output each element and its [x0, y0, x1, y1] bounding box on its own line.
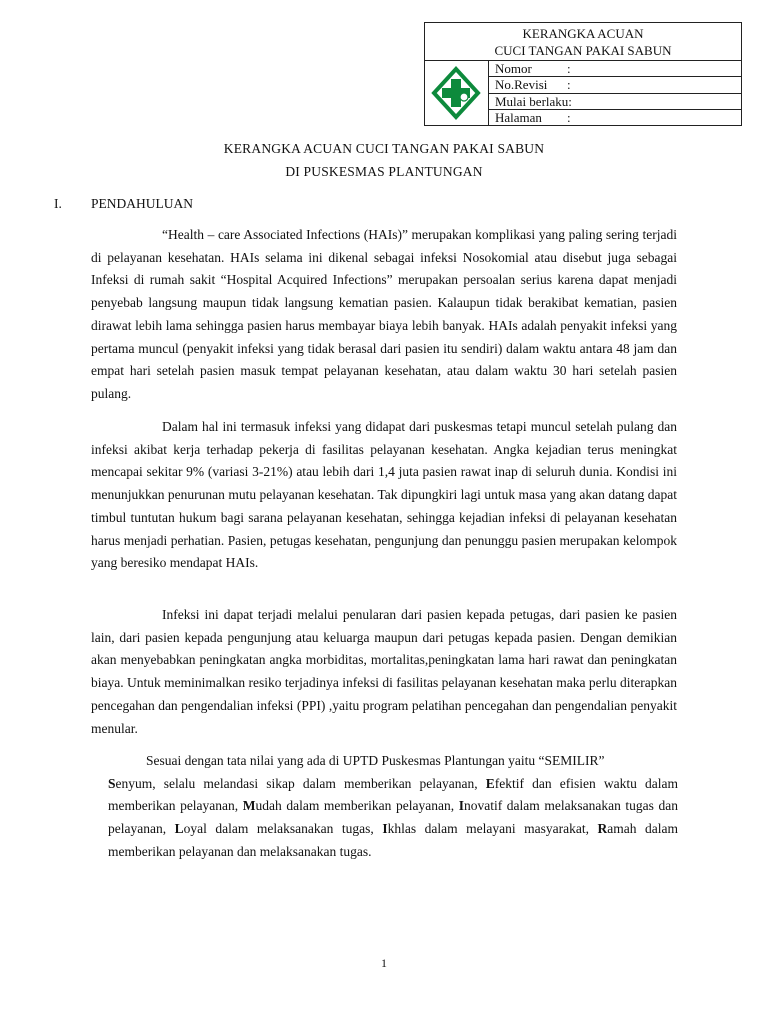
header-info-rows — [489, 61, 741, 126]
semilir-text-s: enyum, selalu melandasi sikap dalam memberikan pelayanan, — [115, 775, 486, 791]
paragraph-semilir — [108, 750, 678, 864]
header-row-value: : — [567, 77, 571, 93]
semilir-text-l: oyal dalam melaksanakan tugas, — [183, 821, 383, 837]
semilir-initial-e: E — [485, 775, 495, 791]
header-title-line1: KERANGKA ACUAN — [522, 26, 644, 41]
semilir-text-i2: khlas dalam melayani masyarakat, — [387, 821, 598, 837]
section-number: I. — [54, 196, 62, 211]
semilir-text-m: udah dalam memberikan pelayanan, — [255, 798, 459, 814]
semilir-initial-s: S — [108, 775, 116, 791]
header-row-revisi — [489, 77, 741, 93]
header-row-halaman — [489, 110, 741, 126]
semilir-intro: Sesuai dengan tata nilai yang ada di UPTD Puskesmas Plantungan yaitu “SEMILIR” — [146, 753, 605, 768]
header-row-mulai — [489, 94, 741, 110]
header-row-label: Halaman — [495, 109, 542, 125]
header-row-value: : — [567, 109, 571, 125]
puskesmas-cross-icon — [425, 61, 487, 125]
semilir-initial-r: R — [597, 821, 608, 837]
puskesmas-logo — [425, 61, 489, 126]
document-title-line1: KERANGKA ACUAN CUCI TANGAN PAKAI SABUN — [223, 141, 545, 156]
document-header-table — [424, 22, 742, 126]
semilir-initial-m: M — [242, 798, 256, 814]
semilir-initial-i1: I — [458, 798, 464, 814]
header-title-line2: CUCI TANGAN PAKAI SABUN — [494, 43, 672, 58]
page-number: 1 — [381, 956, 387, 970]
header-row-nomor — [489, 61, 741, 77]
paragraph-3: Infeksi ini dapat terjadi melalui penularan dari pasien kepada petugas, dari pasien ke pasien lain, dari pasien kepada pengunjung atau keluarga maupun dari petugas kepada pasien. Dengan demikian akan menyebabkan peningkatan angka morbiditas, mortalitas,peningkatan lama hari rawat dan peningkatan biaya. Untuk meminimalkan resiko terjadinya infeksi di fasilitas pelayanan kesehatan maka perlu diterapkan pencegahan dan pengendalian infeksi (PPI) ,yaitu program pelatihan pencegahan dan pengendalian penyakit menular. — [91, 607, 677, 736]
document-title-line2: DI PUSKESMAS PLANTUNGAN — [285, 164, 483, 179]
header-title — [425, 23, 741, 61]
paragraph-2: Dalam hal ini termasuk infeksi yang didapat dari puskesmas tetapi muncul setelah pulang dan infeksi akibat kerja terhadap pekerja di fasilitas pelayanan kesehatan. Angka kejadian terus meningkat mencapai sekitar 9% (variasi 3-21%) atau lebih dari 1,4 juta pasien rawat inap di seluruh dunia. Kondisi ini menunjukkan penurunan mutu pelayanan kesehatan. Tak dipungkiri lagi untuk masa yang akan datang dapat timbul tuntutan hukum bagi sarana pelayanan kesehatan, sehingga kejadian infeksi di pelayanan kesehatan harus menjadi perhatian. Pasien, petugas kesehatan, pengunjung dan penunggu pasien merupakan kelompok yang beresiko mendapat HAIs. — [91, 419, 677, 571]
header-row-label: No.Revisi — [495, 77, 548, 93]
section-title: PENDAHULUAN — [91, 196, 193, 211]
header-row-value: : — [568, 93, 572, 109]
paragraph-1: “Health – care Associated Infections (HAIs)” merupakan komplikasi yang paling sering terjadi di pelayanan kesehatan. HAIs selama ini dikenal sebagai infeksi Nosokomial atau disebut juga sebagai Infeksi di rumah sakit “Hospital Acquired Infections” merupakan persoalan serius karena dapat menjadi penyebab langsung maupun tidak langsung kematian pasien. Kalaupun tidak berakibat kematian, pasien dirawat lebih lama sehingga pasien harus membayar biaya lebih banyak. HAIs adalah penyakit infeksi yang pertama muncul (penyakit infeksi yang tidak berasal dari pasien itu sendiri) dalam waktu antara 48 jam dan empat hari setelah pasien masuk tempat pelayanan kesehatan, atau dalam waktu 30 hari setelah pasien pulang. — [91, 227, 677, 401]
semilir-text-i1: novatif dalam melaksanakan tugas dan pelayanan, — [108, 798, 678, 837]
header-row-label: Mulai berlaku — [495, 93, 569, 109]
semilir-initial-i2: I — [382, 821, 388, 837]
semilir-text-e: fektif dan efisien waktu dalam memberikan pelayanan, — [108, 775, 678, 814]
semilir-text-r: amah dalam memberikan pelayanan dan melaksanakan tugas. — [108, 821, 678, 859]
semilir-initial-l: L — [174, 821, 184, 837]
header-row-label: Nomor — [495, 61, 532, 76]
header-row-value: : — [567, 61, 571, 76]
